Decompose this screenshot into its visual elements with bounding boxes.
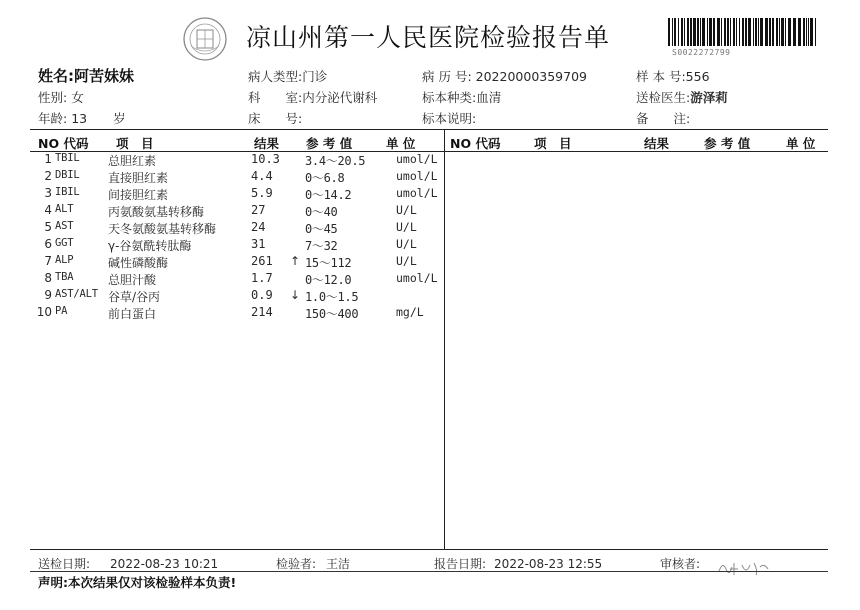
patient-type-label: 病人类型: — [248, 69, 303, 84]
patient-type-field — [248, 67, 327, 85]
specimen-note-label: 标本说明: — [422, 111, 477, 126]
row-result: 31 — [251, 237, 266, 251]
row-reference: 0～14.2 — [305, 188, 352, 202]
row-result: 5.9 — [251, 186, 273, 200]
record-number: 20220000359709 — [475, 69, 587, 84]
row-reference: 15～112 — [305, 256, 352, 270]
gender-field — [38, 88, 84, 106]
row-result: 24 — [251, 220, 266, 234]
table-row — [0, 169, 444, 186]
department: 内分泌代谢科 — [302, 90, 378, 105]
table-row — [0, 271, 444, 288]
row-no: 6 — [44, 237, 52, 251]
table-top-border — [30, 129, 828, 130]
hospital-seal-icon — [182, 16, 228, 62]
row-reference: 0～12.0 — [305, 273, 352, 287]
row-no: 4 — [44, 203, 52, 217]
row-code: TBIL — [55, 152, 80, 164]
table-row — [0, 152, 444, 169]
specimen-type-label: 标本种类: — [422, 90, 477, 105]
department-label: 科 室: — [248, 90, 303, 105]
record-label: 病 历 号: — [422, 69, 472, 84]
remark-label: 备 注: — [636, 111, 691, 126]
row-code: IBIL — [55, 186, 80, 198]
row-code: ALP — [55, 254, 74, 266]
row-reference: 0～6.8 — [305, 171, 345, 185]
col-result-left: 结果 — [254, 136, 280, 151]
col-unit-right: 单 位 — [786, 136, 816, 151]
tester-label: 检验者: — [276, 557, 317, 571]
row-code: DBIL — [55, 169, 80, 181]
row-item: 直接胆红素 — [108, 171, 169, 185]
row-reference: 0～40 — [305, 205, 338, 219]
row-item: γ-谷氨酰转肽酶 — [108, 239, 192, 253]
row-code: TBA — [55, 271, 74, 283]
sample-no: 556 — [685, 69, 710, 84]
sample-no-field — [636, 67, 710, 85]
row-no: 7 — [44, 254, 52, 268]
table-row — [0, 237, 444, 254]
row-unit: umol/L — [396, 169, 438, 183]
col-no-code-left: NO 代码 — [38, 136, 89, 151]
report-date-field — [434, 555, 602, 572]
row-item: 碱性磷酸酶 — [108, 256, 169, 270]
row-item: 丙氨酸氨基转移酶 — [108, 205, 205, 219]
row-result: 1.7 — [251, 271, 273, 285]
col-ref-right: 参 考 值 — [704, 136, 751, 151]
table-row — [0, 220, 444, 237]
col-item-right: 项 目 — [534, 136, 572, 151]
row-no: 1 — [44, 152, 52, 166]
row-no: 9 — [44, 288, 52, 302]
row-no: 10 — [36, 305, 52, 319]
report-date: 2022-08-23 12:55 — [494, 557, 603, 571]
name-field — [38, 65, 134, 86]
signature-icon — [716, 557, 772, 579]
row-result: 261 — [251, 254, 273, 268]
table-row — [0, 288, 444, 305]
table-row — [0, 186, 444, 203]
row-result: 214 — [251, 305, 273, 319]
age-label: 年龄: — [38, 111, 68, 126]
submit-date-field — [38, 555, 218, 572]
barcode-icon — [668, 18, 820, 46]
doctor-name: 游泽莉 — [690, 90, 728, 105]
table-row — [0, 203, 444, 220]
col-item-left: 项 目 — [116, 136, 154, 151]
row-item: 总胆红素 — [108, 154, 157, 168]
row-reference: 7～32 — [305, 239, 338, 253]
row-reference: 3.4～20.5 — [305, 154, 366, 168]
row-result: 10.3 — [251, 152, 280, 166]
row-reference: 0～45 — [305, 222, 338, 236]
col-ref-left: 参 考 值 — [306, 136, 353, 151]
col-result-right: 结果 — [644, 136, 670, 151]
footer-divider — [30, 571, 828, 572]
row-item: 谷草/谷丙 — [108, 290, 161, 304]
specimen-note-field — [422, 109, 476, 127]
age-unit: 岁 — [113, 111, 126, 126]
row-code: AST/ALT — [55, 288, 98, 300]
row-unit: umol/L — [396, 186, 438, 200]
row-item: 天冬氨酸氨基转移酶 — [108, 222, 217, 236]
table-row — [0, 305, 444, 322]
reviewer-label: 审核者: — [660, 557, 701, 571]
row-reference: 1.0～1.5 — [305, 290, 359, 304]
row-item: 前白蛋白 — [108, 307, 157, 321]
row-item: 总胆汁酸 — [108, 273, 157, 287]
row-unit: U/L — [396, 220, 417, 234]
patient-gender: 女 — [71, 90, 84, 105]
row-no: 2 — [44, 169, 52, 183]
table-bottom-border — [30, 549, 828, 550]
row-code: ALT — [55, 203, 74, 215]
age-field — [38, 109, 126, 127]
doctor-label: 送检医生: — [636, 90, 691, 105]
col-no-code-right: NO 代码 — [450, 136, 501, 151]
row-no: 8 — [44, 271, 52, 285]
report-title: 凉山州第一人民医院检验报告单 — [246, 23, 611, 52]
row-no: 5 — [44, 220, 52, 234]
remark-field — [636, 109, 690, 127]
record-field — [422, 67, 587, 85]
disclaimer: 声明:本次结果仅对该检验样本负责! — [38, 575, 237, 590]
row-flag: ↑ — [290, 254, 301, 268]
row-result: 4.4 — [251, 169, 273, 183]
row-unit: umol/L — [396, 271, 438, 285]
row-code: PA — [55, 305, 68, 317]
patient-name: 阿苦妹妹 — [74, 67, 135, 85]
doctor-field — [636, 88, 728, 106]
row-unit: umol/L — [396, 152, 438, 166]
row-item: 间接胆红素 — [108, 188, 169, 202]
bed-field — [248, 109, 302, 127]
row-result: 27 — [251, 203, 266, 217]
table-row — [0, 254, 444, 271]
row-unit: U/L — [396, 254, 417, 268]
row-unit: mg/L — [396, 305, 424, 319]
row-code: GGT — [55, 237, 74, 249]
bed-label: 床 号: — [248, 111, 303, 126]
report-date-label: 报告日期: — [434, 557, 487, 571]
specimen-type: 血清 — [476, 90, 502, 105]
name-label: 姓名: — [38, 67, 74, 85]
tester-name: 王洁 — [326, 557, 351, 571]
col-unit-left: 单 位 — [386, 136, 416, 151]
patient-age: 13 — [71, 111, 88, 126]
row-code: AST — [55, 220, 74, 232]
specimen-type-field — [422, 88, 501, 106]
row-result: 0.9 — [251, 288, 273, 302]
sample-no-label: 样 本 号: — [636, 69, 686, 84]
gender-label: 性别: — [38, 90, 68, 105]
patient-type: 门诊 — [302, 69, 328, 84]
tester-field — [276, 555, 350, 572]
row-no: 3 — [44, 186, 52, 200]
column-divider — [444, 129, 445, 549]
submit-date-label: 送检日期: — [38, 557, 91, 571]
submit-date: 2022-08-23 10:21 — [110, 557, 219, 571]
row-unit: U/L — [396, 237, 417, 251]
row-flag: ↓ — [290, 288, 301, 302]
row-reference: 150～400 — [305, 307, 359, 321]
department-field — [248, 88, 377, 106]
barcode-number: S0022272799 — [672, 48, 731, 57]
row-unit: U/L — [396, 203, 417, 217]
